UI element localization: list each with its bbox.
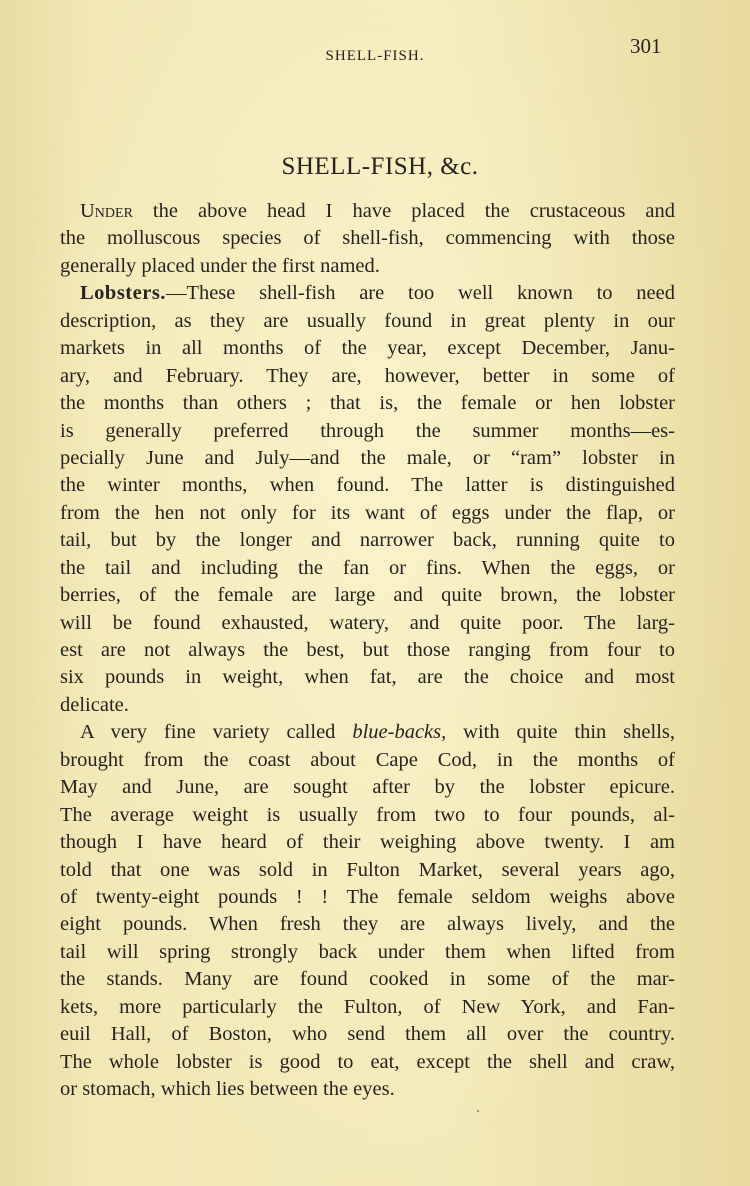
text-line: is generally preferred through the summer months—es- (60, 419, 675, 442)
text-line: euil Hall, of Boston, who send them all over the country. (60, 1023, 675, 1046)
text-line: will be found exhausted, watery, and quite poor. The larg- (60, 611, 675, 634)
text-line: told that one was sold in Fulton Market, several years ago, (60, 858, 675, 881)
text-line: kets, more particularly the Fulton, of New York, and Fan- (60, 995, 675, 1018)
text-line: A very fine variety called blue-backs, with quite thin shells, (80, 721, 675, 744)
text-line: The whole lobster is good to eat, except the shell and craw, (60, 1050, 675, 1073)
text-line: generally placed under the first named. (60, 254, 380, 277)
text-line: May and June, are sought after by the lobster epicure. (60, 776, 675, 799)
text-line: brought from the coast about Cape Cod, in the months of (60, 748, 675, 771)
text-line: the molluscous species of shell-fish, commencing with those (60, 227, 675, 250)
text-line: from the hen not only for its want of eggs under the flap, or (60, 501, 675, 524)
text-line: the winter months, when found. The latter is distinguished (60, 474, 675, 497)
paragraph-heading: Lobsters. (80, 282, 166, 305)
text-line: The average weight is usually from two to four pounds, al- (60, 803, 675, 826)
text-line: eight pounds. When fresh they are always lively, and the (60, 913, 675, 936)
section-title: SHELL-FISH, &c. (281, 153, 479, 180)
text-line: delicate. (60, 693, 129, 716)
text-line: berries, of the female are large and quite brown, the lobster (60, 584, 675, 607)
text-line: est are not always the best, but those ranging from four to (60, 639, 675, 661)
running-head: SHELL-FISH. (325, 48, 425, 64)
text-line: or stomach, which lies between the eyes. (60, 1078, 395, 1100)
body-text (60, 198, 675, 1103)
text-line: pecially June and July—and the male, or “ram” lobster in (60, 446, 675, 469)
text-line: Under the above head I have placed the crustaceous and (80, 200, 675, 222)
paper-speck (477, 1110, 479, 1112)
text-line: of twenty-eight pounds ! ! The female seldom weighs above (60, 885, 675, 908)
text-line: the months than others ; that is, the female or hen lobster (60, 392, 675, 415)
page-number: 301 (630, 34, 662, 58)
italic-term: blue-backs, (352, 721, 447, 744)
text-line: ary, and February. They are, however, better in some of (60, 364, 675, 387)
text-line: description, as they are usually found in great plenty in our (60, 309, 675, 332)
text-line: Lobsters.—These shell-fish are too well known to need (80, 282, 675, 305)
text-line: the tail and including the fan or fins. When the eggs, or (60, 556, 675, 579)
text-line: the stands. Many are found cooked in some of the mar- (60, 968, 675, 991)
text-line: tail will spring strongly back under them when lifted from (60, 940, 675, 963)
text-line: tail, but by the longer and narrower back, running quite to (60, 529, 675, 552)
text-line: six pounds in weight, when fat, are the choice and most (60, 666, 675, 689)
text-line: though I have heard of their weighing above twenty. I am (60, 831, 675, 854)
lead-word: Under (80, 200, 133, 222)
text-line: markets in all months of the year, except December, Janu- (60, 337, 675, 360)
